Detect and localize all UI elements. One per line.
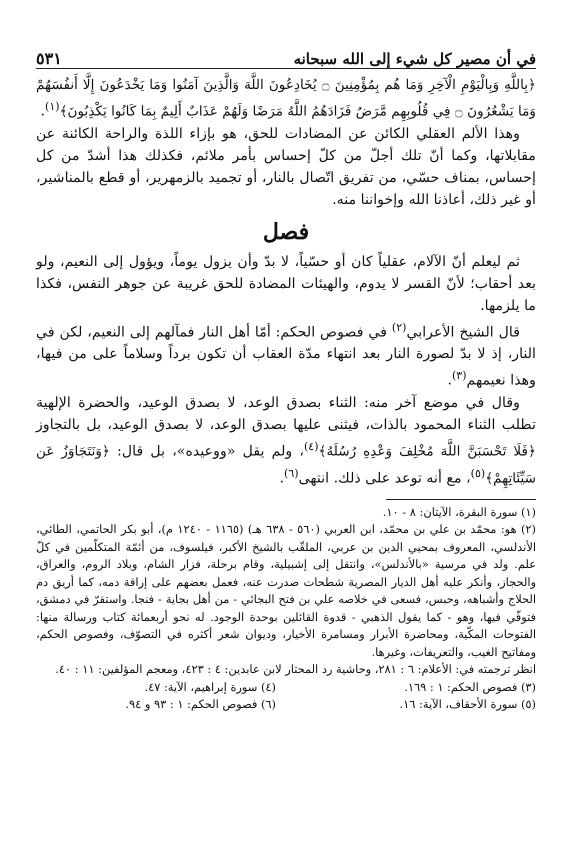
footnotes (36, 504, 536, 714)
section-heading: فصل (262, 218, 310, 245)
paragraph-3 (36, 317, 536, 392)
paragraph-2: ثم ليعلم أنّ الآلام، عقلياً كان أو حسّياً، لا بدّ وأن يزول يوماً، ويؤول إلى النعيم، ولو بعد أحقاب؛ لأنّ القسر لا يدوم، والهيئات المضادة للحق غريبة عن جوهر النفس، فكذا ما يلزمها. (36, 253, 536, 314)
quran-verse-block (36, 74, 536, 123)
paragraph-4-text-b: ، ولم يقل «ووعيده»، بل قال: (109, 443, 304, 460)
footnote-ref: (٦) (284, 466, 299, 480)
paragraph-1: وهذا الألم العقلي الكائن عن المضادات للحق، هو بإزاء اللذة والراحة الكائنة عن مقابلاتها، وكما أنّ تلك أجلّ من كلّ إحساس بأمر ملائم، فكذلك هذا أشدّ من كل إحساس، بمناف حسّي، من تفريق اتّصال بالنار، أو تجميد بالزمهرير، أو قطع بالمناشير، أو غير ذلك، أعاذنا الله وإخواننا منه. (36, 125, 536, 208)
paragraph-4-text-d: . (279, 470, 285, 487)
footnote-5: (٥) سورة الأحقاف، الآية: ١٦. (399, 697, 536, 712)
footnote-3: (٣) فصوص الحكم: ١ : ١٦٩. (404, 679, 536, 694)
main-text (36, 74, 536, 490)
paragraph-4-text-a: وقال في موضع آخر منه: الثناء بصدق الوعد، لا بصدق الوعيد، والحضرة الإلهية تطلب الثناء المحمود بالذات، فيثنى عليها بصدق الوعد، لا بصدق الوعيد، بل بالتجاوز (36, 395, 536, 434)
footnote-2: (٢) هو: محمّد بن علي بن محمّد، ابن العربي (٥٦٠ - ٦٣٨ هـ) (١١٦٥ - ١٢٤٠ م)، أبو بكر الحاتمي، الطائي، الأندلسي، المعروف بمحيي الدين بن عربي، الملقّب بالشيخ الأكبر، فيلسوف، من أئمّة المتكلّمين في كلّ علم. ولد في مرسية «بالأندلس»، وانتقل إلى إشبيلية، وقام برحلة، فزار الشام، وبلاد الروم، والعراق، والحجاز، وأنكر عليه أهل الديار المصرية شطحات صدرت عنه، فعمل بعضهم على إراقة دمه، كما أريق دم الحلاج وأشباهه، وحبس، فسعى في خلاصه علي بن فتح البجائي - من أهل بجاية - فنجا. واستقرّ في دمشق، فتوفّي فيها، وهو - كما يقول الذهبي - قدوة القائلين بوحدة الوجود. له نحو أربعمائة كتاب ورسالة منها: الفتوحات المكّية، ومحاضرة الأبرار ومسامرة الأخيار، وديوان شعر أكثره في التصوّف، وفصوص الحكم، ومفاتيح الغيب، والتعريفات، وغيرها. (36, 522, 536, 659)
footnote-1: (١) سورة البقرة، الآيتان: ٨ - ١٠. (382, 504, 536, 519)
footnotes-grid (36, 679, 536, 714)
footnote-ref: (٤) (304, 440, 319, 454)
footnote-4: (٤) سورة إبراهيم، الآية: ٤٧. (144, 679, 276, 694)
footnote-divider (386, 499, 536, 500)
running-header (36, 44, 536, 69)
paragraph-4-text-c: ، مع أنه توعد على ذلك. انتهى (298, 470, 471, 487)
page-content (36, 74, 536, 714)
paragraph-3-text-b: في فصوص الحكم: أمّا أهل النار فمآلهم إلى النعيم، لكن في النار، إذ لا بدّ لصورة النار بعد انتهاء مدّة العقاب أن تكون برداً وسلاماً على من فيها، وهذا نعيمهم (36, 324, 536, 390)
punctuation: . (40, 103, 46, 120)
paragraph-4 (36, 392, 536, 489)
paragraph-3-text-a: قال الشيخ الأعرابي (406, 324, 520, 341)
footnote-2-sources: انظر ترجمته في: الأعلام: ٦ : ٢٨١، وحاشية رد المحتار لابن عابدين: ٤ : ٤٢٣، ومعجم المؤلفين: ١١ : ٤٠. (55, 662, 536, 677)
quran-verse: ﴿بِاللَّهِ وَبِالْيَوْمِ الْآخِرِ وَمَا هُم بِمُؤْمِنِينَ ۝ يُخَادِعُونَ اللَّهَ وَالَّذِينَ آمَنُوا وَمَا يَخْدَعُونَ إِلَّا أَنفُسَهُمْ وَمَا يَشْعُرُونَ ۝ فِي قُلُوبِهِم مَّرَضٌ فَزَادَهُمُ اللَّهُ مَرَضًا وَلَهُمْ عَذَابٌ أَلِيمٌ بِمَا كَانُوا يَكْذِبُونَ﴾ (36, 77, 537, 120)
page-number: ٥٣١ (36, 49, 62, 68)
footnote-ref: (٣) (451, 369, 467, 383)
running-title: في أن مصير كل شيء إلى الله سبحانه (293, 50, 536, 68)
quran-quote: ﴿وَنَتَجَاوَزُ عَن سَيِّئَاتِهِمْ﴾ (36, 443, 536, 487)
paragraph-3-text-c: . (447, 373, 452, 390)
footnote-ref: (١) (45, 100, 60, 113)
quran-quote: ﴿فَلَا تَحْسَبَنَّ اللَّهَ مُخْلِفَ وَعْدِهِ رُسُلَهُ﴾ (318, 443, 536, 460)
footnote-ref: (٢) (391, 320, 407, 334)
footnote-ref: (٥) (470, 466, 486, 480)
footnote-6: (٦) فصوص الحكم: ١ : ٩٣ و ٩٤. (125, 697, 276, 712)
